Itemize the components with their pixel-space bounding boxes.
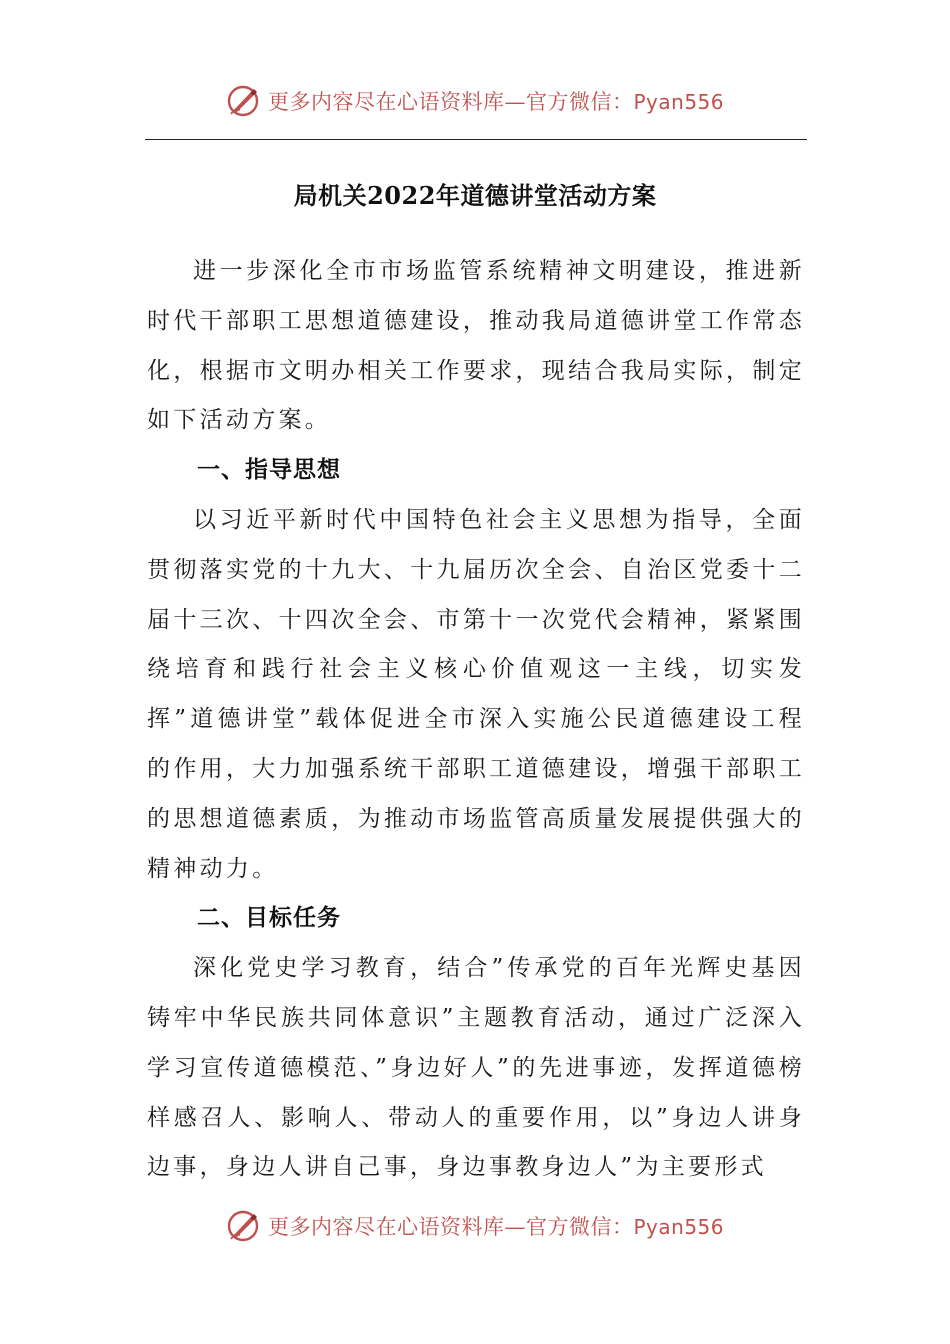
section-heading-guiding-thought: 一、指导思想: [197, 457, 341, 484]
banner-wechat-id: Pyan556: [633, 90, 724, 114]
banner-text-cn: 更多内容尽在心语资料库—官方微信：: [267, 1215, 634, 1239]
section-heading-goals: 二、目标任务: [197, 905, 341, 932]
document-body: [147, 247, 805, 1193]
pen-circle-icon: [226, 1209, 260, 1243]
pen-circle-icon: [226, 84, 260, 118]
footer-watermark-banner: [0, 1209, 950, 1243]
section-paragraph-goals: 深化党史学习教育，结合”传承党的百年光辉史基因铸牢中华民族共同体意识”主题教育活动，通过广泛深入学习宣传道德模范、”身边好人”的先进事迹，发挥道德榜样感召人、影响人、带动人的重要作用，以”身边人讲身边事，身边人讲自己事，身边事教身边人”为主要形式: [147, 955, 805, 1181]
document-title: 局机关2022年道德讲堂活动方案: [293, 181, 657, 210]
banner-text: [268, 86, 724, 116]
intro-paragraph: 进一步深化全市市场监管系统精神文明建设，推进新时代干部职工思想道德建设，推动我局道德讲堂工作常态化，根据市文明办相关工作要求，现结合我局实际，制定如下活动方案。: [147, 258, 805, 434]
section-paragraph-guiding-thought: 以习近平新时代中国特色社会主义思想为指导，全面贯彻落实党的十九大、十九届历次全会、自治区党委十二届十三次、十四次全会、市第十一次党代会精神，紧紧围绕培育和践行社会主义核心价值观这一主线，切实发挥”道德讲堂”载体促进全市深入实施公民道德建设工程的作用，大力加强系统干部职工道德建设，增强干部职工的思想道德素质，为推动市场监管高质量发展提供强大的精神动力。: [147, 506, 805, 882]
banner-wechat-id: Pyan556: [633, 1215, 724, 1239]
banner-text: [268, 1211, 724, 1241]
header-divider: [145, 139, 807, 140]
header-watermark-banner: [0, 84, 950, 118]
banner-text-cn: 更多内容尽在心语资料库—官方微信：: [267, 90, 634, 114]
